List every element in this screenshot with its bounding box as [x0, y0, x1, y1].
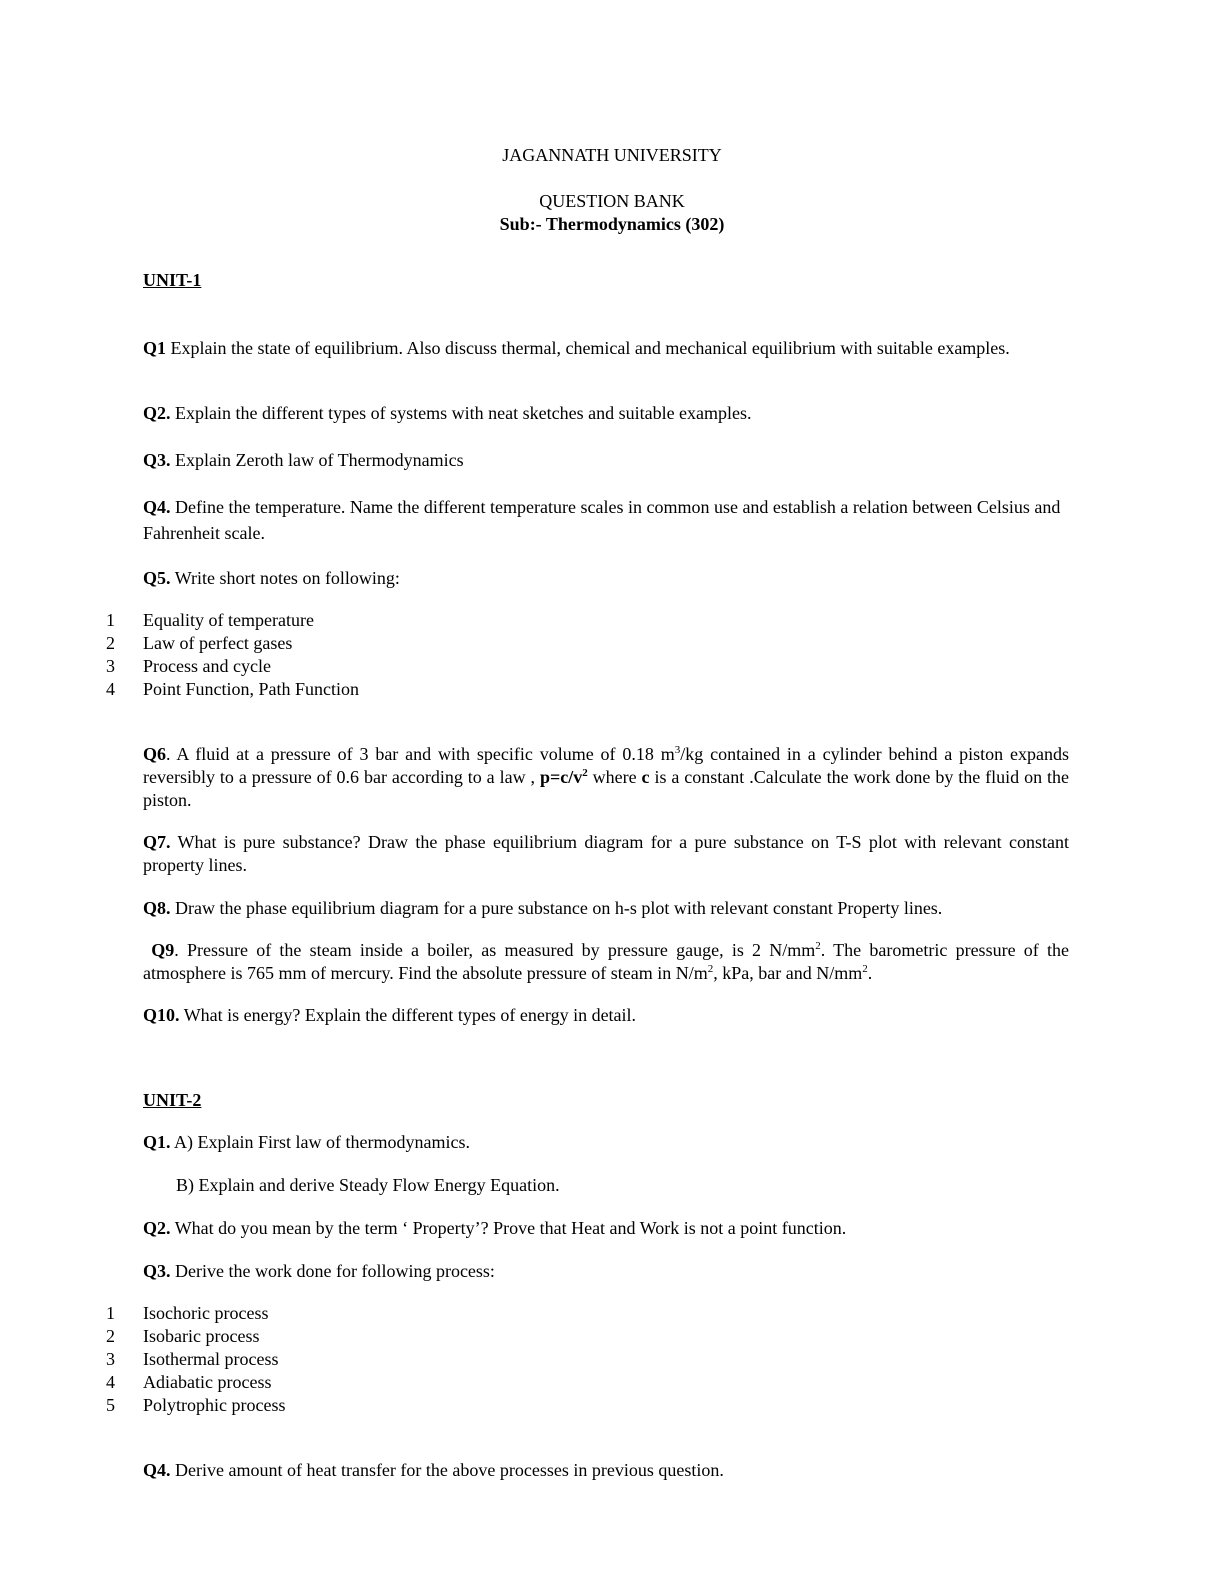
question-number: Q5. — [143, 568, 171, 588]
question-number: Q6 — [143, 744, 167, 764]
list-number: 3 — [106, 656, 115, 676]
question-text: What is pure substance? Draw the phase equilibrium diagram for a pure substance on T-S plot with relevant constant property lines. — [143, 832, 1069, 875]
question-text: . A fluid at a pressure of 3 bar and with specific volume of 0.18 m — [166, 744, 675, 764]
list-text: Law of perfect gases — [143, 633, 293, 653]
question-text: , kPa, bar and N/mm — [713, 963, 863, 983]
question-number: Q4. — [143, 1460, 171, 1480]
unit2-question-1 — [143, 1131, 1069, 1154]
question-text: What is energy? Explain the different types of energy in detail. — [179, 1005, 637, 1025]
unit1-question-1 — [143, 337, 1069, 360]
list-number: 4 — [106, 679, 115, 699]
list-text: Equality of temperature — [143, 610, 314, 630]
list-number: 1 — [106, 1303, 115, 1323]
list-number: 5 — [106, 1395, 115, 1415]
question-number: Q10. — [143, 1005, 180, 1025]
list-text: Isochoric process — [143, 1303, 269, 1323]
question-number: Q2. — [143, 1218, 171, 1238]
university-name: JAGANNATH UNIVERSITY — [502, 145, 722, 165]
unit2-question-4 — [143, 1459, 1069, 1482]
list-item — [106, 1371, 271, 1394]
question-text: where — [587, 767, 642, 787]
superscript: 3 — [674, 744, 681, 756]
list-item — [106, 1348, 278, 1371]
question-number: Q1. — [143, 1132, 171, 1152]
question-text: . Pressure of the steam inside a boiler, as measured by pressure gauge, is 2 N/mm — [174, 940, 816, 960]
question-text: Write short notes on following: — [170, 568, 400, 588]
document-type: QUESTION BANK — [539, 191, 685, 211]
unit-1-heading: UNIT-1 — [143, 270, 202, 290]
question-text: Derive the work done for following process: — [170, 1261, 495, 1281]
list-text: Polytrophic process — [143, 1395, 286, 1415]
question-text: What do you mean by the term ‘ Property’? Prove that Heat and Work is not a point function. — [170, 1218, 847, 1238]
question-text: . — [867, 963, 873, 983]
question-text: Define the temperature. Name the different temperature scales in common use and establish a relation between Celsius and Fahrenheit scale. — [143, 497, 1061, 543]
question-number: Q2. — [143, 403, 171, 423]
unit-2-heading: UNIT-2 — [143, 1090, 202, 1110]
unit1-question-2 — [143, 402, 1069, 425]
list-item — [106, 609, 314, 632]
unit1-question-8 — [143, 897, 1069, 920]
list-item — [106, 1325, 259, 1348]
unit1-question-6 — [143, 743, 1069, 812]
superscript: 2 — [582, 767, 588, 779]
law-expression: p=c/v — [539, 767, 583, 787]
constant-symbol: c — [641, 767, 650, 787]
question-number: Q9 — [151, 940, 175, 960]
list-number: 1 — [106, 610, 115, 630]
list-item — [106, 1394, 285, 1417]
unit2-question-3 — [143, 1260, 1069, 1283]
list-number: 2 — [106, 1326, 115, 1346]
list-item — [106, 632, 292, 655]
question-number: Q8. — [143, 898, 171, 918]
unit1-question-4 — [143, 494, 1069, 546]
question-number: Q7. — [143, 832, 171, 852]
list-text: Isobaric process — [143, 1326, 260, 1346]
question-number: Q4. — [143, 497, 171, 517]
unit1-question-10 — [143, 1004, 1069, 1027]
superscript: 2 — [707, 963, 714, 975]
list-item — [106, 1302, 268, 1325]
list-text: Isothermal process — [143, 1349, 279, 1369]
unit1-question-5 — [143, 567, 1069, 590]
question-text: /kg contained in a cylinder behind a piston expands reversibly to a pressure of 0.6 bar according to a law , — [143, 744, 1070, 787]
list-text: Process and cycle — [143, 656, 271, 676]
question-text: Explain the different types of systems with neat sketches and suitable examples. — [170, 403, 752, 423]
unit1-question-9 — [143, 939, 1069, 985]
question-text: Derive amount of heat transfer for the above processes in previous question. — [170, 1460, 724, 1480]
list-number: 2 — [106, 633, 115, 653]
unit2-question-1b: B) Explain and derive Steady Flow Energy Equation. — [176, 1175, 560, 1195]
superscript: 2 — [815, 940, 821, 952]
question-number: Q3. — [143, 450, 171, 470]
question-text: Explain the state of equilibrium. Also discuss thermal, chemical and mechanical equilibrium with suitable examples. — [166, 338, 1010, 358]
question-text: Explain Zeroth law of Thermodynamics — [170, 450, 464, 470]
list-text: Adiabatic process — [143, 1372, 272, 1392]
unit1-question-7 — [143, 831, 1069, 877]
list-item — [106, 655, 271, 678]
question-text: is a constant .Calculate the work done by the fluid on the piston. — [143, 767, 1069, 810]
question-number: Q1 — [143, 338, 167, 358]
list-number: 4 — [106, 1372, 115, 1392]
question-text: A) Explain First law of thermodynamics. — [170, 1132, 470, 1152]
subject-line: Sub:- Thermodynamics (302) — [499, 214, 725, 234]
unit2-question-2 — [143, 1217, 1069, 1240]
list-number: 3 — [106, 1349, 115, 1369]
question-number: Q3. — [143, 1261, 171, 1281]
list-text: Point Function, Path Function — [143, 679, 360, 699]
superscript: 2 — [862, 963, 868, 975]
unit1-question-3 — [143, 449, 1069, 472]
list-item — [106, 678, 359, 701]
question-text: . The barometric pressure of the atmosphere is 765 mm of mercury. Find the absolute pressure of steam in N/m — [143, 940, 1069, 983]
question-text: Draw the phase equilibrium diagram for a pure substance on h-s plot with relevant constant Property lines. — [170, 898, 943, 918]
